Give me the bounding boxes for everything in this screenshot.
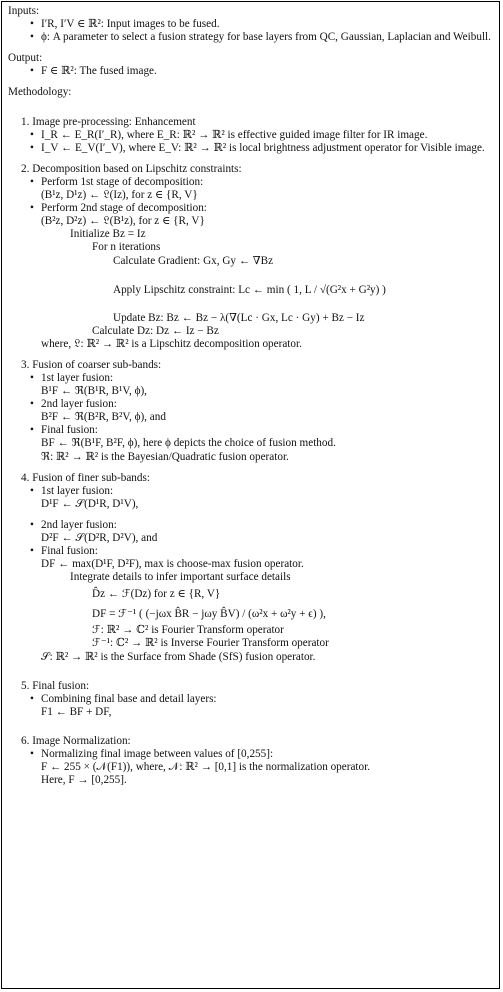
output-label: Output:	[8, 52, 43, 65]
section-2-initialize: Initialize Bz = Iz	[70, 228, 146, 241]
section-3-layer-2: • 2nd layer fusion:	[8, 398, 493, 411]
section-6-title: 6. Image Normalization:	[21, 734, 131, 747]
section-3-operator: ℜ: ℝ² → ℝ² is the Bayesian/Quadratic fusion operator.	[41, 450, 289, 463]
section-3-final-equation: BF ← ℜ(B¹F, B²F, ϕ), here ϕ depicts the choice of fusion method.	[41, 437, 336, 450]
section-6-normalize: • Normalizing final image between values of [0,255]:	[8, 748, 493, 761]
section-4-final: • Final fusion:	[8, 545, 493, 558]
section-4-inverse-fourier-equation: DF = ℱ⁻¹ ( (−jωx B̂R − jωy B̂V) / (ω²x + ω²y + ϵ) ),	[92, 608, 326, 621]
section-2-where: where, 𝔏: ℝ² → ℝ² is a Lipschitz decomposition operator.	[41, 337, 302, 350]
section-1-visible-enhancement: • I_V ← E_V(I′_V), where E_V: ℝ² → ℝ² is local brightness adjustment operator for Visible image.	[8, 142, 493, 155]
section-3-layer-2-equation: B²F ← ℜ(B²R, B²V, ϕ), and	[41, 411, 166, 424]
methodology-label: Methodology:	[8, 86, 72, 99]
section-2-stage-1: • Perform 1st stage of decomposition:	[8, 176, 493, 189]
section-4-layer-2: • 2nd layer fusion:	[8, 519, 493, 532]
section-1-title: 1. Image pre-processing: Enhancement	[21, 115, 196, 128]
input-item-phi: • ϕ: A parameter to select a fusion strategy for base layers from QC, Gaussian, Laplacian and Weibull.	[8, 31, 493, 44]
section-5-title: 5. Final fusion:	[21, 679, 90, 692]
section-3-final: • Final fusion:	[8, 424, 493, 437]
inputs-label: Inputs:	[8, 5, 40, 17]
section-4-sfs-operator: 𝒮: ℝ² → ℝ² is the Surface from Shade (SfS) fusion operator.	[41, 650, 316, 663]
section-3-layer-1: • 1st layer fusion:	[8, 372, 493, 385]
section-2-stage-1-equation: (B¹z, D¹z) ← 𝔏(Iz), for z ∈ {R, V}	[41, 189, 198, 202]
algorithm-box	[1, 1, 500, 989]
section-4-layer-1-equation: D¹F ← 𝒮(D¹R, D¹V),	[41, 497, 139, 510]
section-2-title: 2. Decomposition based on Lipschitz constraints:	[21, 162, 242, 175]
section-1-ir-enhancement: • I_R ← E_R(I′_R), where E_R: ℝ² → ℝ² is effective guided image filter for IR image.	[8, 129, 493, 142]
section-4-fourier-operator: ℱ: ℝ² → ℂ² is Fourier Transform operator	[92, 624, 284, 637]
section-4-inverse-fourier-operator: ℱ⁻¹: ℂ² → ℝ² is Inverse Fourier Transform operator	[92, 637, 329, 650]
section-2-lipschitz-constraint: Apply Lipschitz constraint: Lc ← min ( 1, L / √(G²x + G²y) )	[113, 283, 386, 296]
section-6-range: Here, F → [0,255].	[41, 774, 127, 787]
section-4-title: 4. Fusion of finer sub-bands:	[21, 471, 150, 484]
section-2-stage-2-equation: (B²z, D²z) ← 𝔏(B¹z), for z ∈ {R, V}	[41, 215, 205, 228]
section-2-gradient: Calculate Gradient: Gx, Gy ← ∇Bz	[113, 254, 274, 267]
section-3-layer-1-equation: B¹F ← ℜ(B¹R, B¹V, ϕ),	[41, 385, 147, 398]
input-item-images: • I′R, I′V ∈ ℝ²: Input images to be fused.	[8, 18, 493, 31]
section-4-integrate: Integrate details to infer important surface details	[70, 571, 291, 584]
section-2-for-loop: For n iterations	[92, 241, 161, 254]
section-2-calculate-d: Calculate Dz: Dz ← Iz − Bz	[92, 324, 219, 337]
section-4-layer-1: • 1st layer fusion:	[8, 485, 493, 498]
section-6-equation: F ← 255 × (𝒩(F1)), where, 𝒩: ℝ² → [0,1] is the normalization operator.	[41, 761, 371, 774]
section-4-fourier-of-d: D̂z ← ℱ(Dz) for z ∈ {R, V}	[92, 588, 221, 601]
section-5-combine: • Combining final base and detail layers:	[8, 693, 493, 706]
section-3-title: 3. Fusion of coarser sub-bands:	[21, 358, 162, 371]
section-4-final-equation: DF ← max(D¹F, D²F), max is choose-max fusion operator.	[41, 558, 304, 571]
section-4-layer-2-equation: D²F ← 𝒮(D²R, D²V), and	[41, 532, 158, 544]
section-2-update: Update Bz: Bz ← Bz − λ(∇(Lc · Gx, Lc · Gy) + Bz − Iz	[113, 311, 365, 324]
output-item: • F ∈ ℝ²: The fused image.	[8, 65, 493, 78]
section-2-stage-2: • Perform 2nd stage of decomposition:	[8, 202, 493, 215]
section-5-equation: F1 ← BF + DF,	[41, 705, 112, 718]
